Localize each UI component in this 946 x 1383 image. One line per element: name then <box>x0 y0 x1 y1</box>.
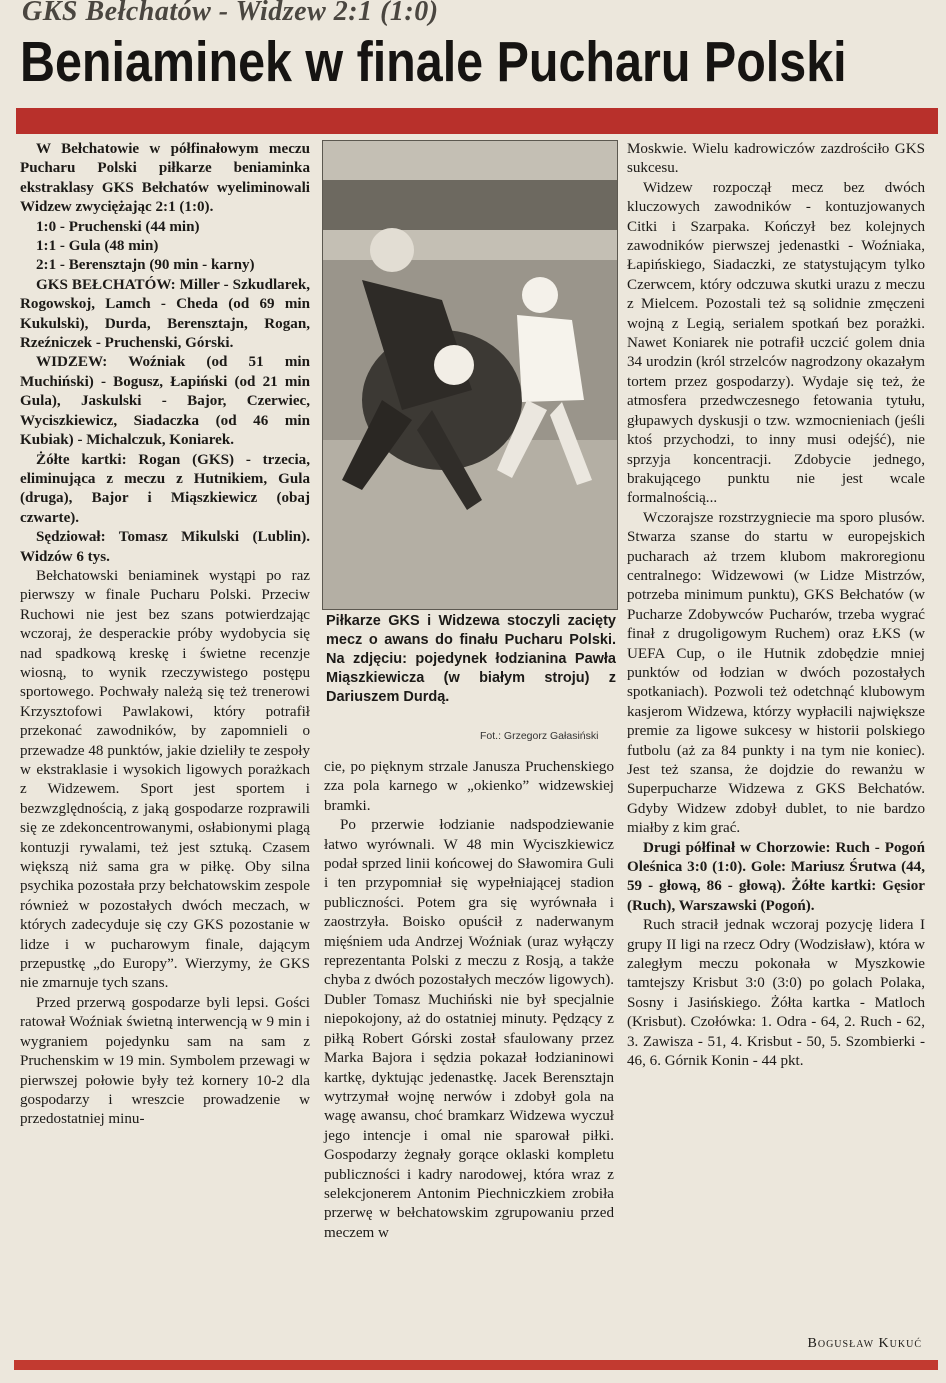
paragraph: Żółte kartki: Rogan (GKS) - trzecia, eliminująca z meczu z Hutnikiem, Gula (druga), Bajor i Miąszkiewicz (obaj czwarte). <box>20 451 310 526</box>
column-left <box>20 140 310 1130</box>
paragraph: Moskwie. Wielu kadrowiczów zazdrościło GKS sukcesu. <box>627 141 925 177</box>
paragraph: Ruch stracił jednak wczoraj pozycję lidera I grupy II ligi na rzecz Odry (Wodzisław), która w zaległym meczu pokonała w Myszkowie tamtejszy Krisbut 3:0 (3:0) po golach Polaka, Sosny i Jasińskiego. Żółta kartka - Matloch (Krisbut). Czołówka: 1. Odra - 64, 2. Ruch - 62, 3. Zawisza - 51, 4. Krisbut - 50, 5. Szombierki - 46, 6. Górnik Konin - 44 pkt. <box>627 917 925 1070</box>
photo-caption: Piłkarze GKS i Widzewa stoczyli zacięty mecz o awans do finału Pucharu Polski. Na zdjęciu: pojedynek łodzianina Pawła Miąszkiewicza (w białym stroju) z Dariuszem Durdą. <box>326 613 616 705</box>
author-byline: Bogusław Kukuć <box>807 1336 922 1351</box>
paragraph: 1:1 - Gula (48 min) <box>36 238 159 255</box>
paragraph: 2:1 - Berensztajn (90 min - karny) <box>36 257 255 274</box>
match-photo <box>322 140 618 610</box>
match-result-kicker: GKS Bełchatów - Widzew 2:1 (1:0) <box>22 0 439 27</box>
paragraph: Po przerwie łodzianie nadspodziewanie łatwo wyrównali. W 48 min Wyciszkiewicz podał sprzed linii końcowej do Sławomira Guli i ten przypomniał się wypełniającej stadion publiczności. Potem gra się wyrównała i zaostrzyła. Boisko opuścił z naderwanym mięśniem uda Andrzej Woźniak (uraz wyłączy reprezentanta Polski z meczu z Rosją, a także chyba z dwóch pozostałych meczów ligowych). Dubler Tomasz Muchiński nie był specjalnie niepokojony, aż do ostatniej minuty. Pędzący z piłką Robert Górski został sfaulowany przez Marka Bajora i sędzia pokazał łodzianinowi kartkę, dyktując jedenastkę. Jacek Berensztajn wytrzymał wojnę nerwów i zdobył gola na wagę awansu, choć bramkarz Widzewa wyczuł jego intencje i omal nie sparował piłki. Gospodarzy żegnały gorące oklaski kompletu publiczności i kadry narodowej, która wraz z selekcjonerem Antonim Piechniczkiem zrobiła przerwę w bełchatowskim zgrupowaniu przed meczem w <box>324 817 614 1241</box>
red-bottom-rule <box>14 1360 938 1370</box>
paragraph: Wczorajsze rozstrzygniecie ma sporo plusów. Stwarza szanse do startu w europejskich pucharach aż trzem klubom makroregionu centralnego: Widzewowi (w Lidze Mistrzów, potrzeba minimum punktu), GKS Bełchatów (w Pucharze Zdobywców Pucharów, trzeba wygrać finał z drugoligowym Ruchem) oraz ŁKS (w UEFA Cup, o ile Hutnik zdobędzie mniej punktów od łodzian w dwóch pozostałych spotkaniach). Pozwoli też odetchnąć klubowym kasjerom Widzewa, którzy wypłacili największe premie za ligowe sukcesy w historii polskiego futbolu (aż za 84 punkty i na tym nie koniec). Jest też szansa, że dojdzie do rewanżu w Superpucharze Widzewa z GKS Bełchatów. Gdyby Widzew zdobył dublet, to nie bardzo miałby z kim grać. <box>627 509 925 837</box>
paragraph: 1:0 - Pruchenski (44 min) <box>36 218 200 235</box>
column-middle <box>324 758 614 1243</box>
paragraph: Bełchatowski beniaminek wystąpi po raz pierwszy w finale Pucharu Polski. Przeciw Ruchowi nie jest bez szans potwierdzając wczoraj, że desperackie próby wydobycia się nad spadkową kreskę i świetne recenzje wiosną, to wynik rzeczywistego postępu sportowego. Pochwały należą się też trenerowi Krzysztofowi Pawlakowi, który potrafił przekonać zawodników, by zapomnieli o przewadze 48 punktów, jakie dzieliły te zespoły w ekstraklasie i wysokich ligowych porażkach z Widzewem. Sport jest sportem i bezwzględnością, z jaką gospodarze rozprawili się ze zdekoncentrowanymi, osłabionymi plagą kontuzji rywalami, też jest sztuką. Czasem większą niż sama gra w piłkę. Oby silna psychika pozostała przy bełchatowskim zespole również w pozostałych dwóch meczach, w których zadecyduje się czy GKS pozostanie w lidze i w pucharowym finale, dającym przepustkę „do Europy”. Wierzymy, że GKS nie zmarnuje tych szans. <box>20 567 310 992</box>
red-header-rule <box>16 108 938 134</box>
paragraph: Drugi półfinał w Chorzowie: Ruch - Pogoń Oleśnica 3:0 (1:0). Gole: Mariusz Śrutwa (44, 59 - głową, 86 - głową). Żółte kartki: Gęsior (Ruch), Warszawski (Pogoń). <box>627 839 925 914</box>
football-players-image <box>322 140 618 610</box>
paragraph: GKS BEŁCHATÓW: Miller - Szkudlarek, Rogowskoj, Lamch - Cheda (od 69 min Kukulski), Durda, Berensztajn, Rogan, Rzeźniczek - Pruchenski, Górski. <box>20 276 310 352</box>
paragraph: Widzew rozpoczął mecz bez dwóch kluczowych zawodników - kontuzjowanych Citki i Szarpaka. Kończył bez kolejnych zawodników pierwszej jedenastki - Woźniaka, Łapińskiego, Siadaczki, ze statystującym tylko Czerwcem, który odczuwa skutki urazu z meczu z Mielcem. Pozostali też są solidnie zmęczeni wojną z Legią, serialem spotkań bez porażki. Nawet Koniarek nie potrafił uczcić golem dnia 34 urodzin (król strzelców nagrodzony okazałym tortem przez gospodarzy). Wydaje się też, że atmosfera przedwczesnego fetowania tytułu, głupawych dyskusji o tzw. wzmocnieniach (jeśli ktoś przychodzi, to inny musi odejść), nie sprzyja koncentracji. Zdobycie jednego, brakującego punktu nie jest wcale formalnością... <box>627 179 925 507</box>
photo-credit: Fot.: Grzegorz Gałasiński <box>480 730 599 742</box>
paragraph: W Bełchatowie w półfinałowym meczu Pucharu Polski piłkarze beniaminka ekstraklasy GKS Bełchatów wyeliminowali Widzew zwyciężając 2:1 (1:0). <box>20 141 310 216</box>
paragraph: cie, po pięknym strzale Janusza Pruchenskiego zza pola karnego w „okienko” widzewskiej bramki. <box>324 759 614 814</box>
paragraph: WIDZEW: Woźniak (od 51 min Muchiński) - Bogusz, Łapiński (od 21 min Gula), Jaskulski - Bajor, Czerwiec, Wyciszkiewicz, Siadaczka (od 46 min Kubiak) - Michalczuk, Koniarek. <box>20 354 310 449</box>
paragraph: Sędziował: Tomasz Mikulski (Lublin). Widzów 6 tys. <box>20 529 310 565</box>
headline: Beniaminek w finale Pucharu Polski <box>20 30 847 94</box>
column-right <box>627 140 925 1072</box>
paragraph: Przed przerwą gospodarze byli lepsi. Gości ratował Woźniak świetną interwencją w 9 min i wygraniem pojedynku sam na sam z Pruchenskim w 19 min. Symbolem przewagi w pierwszej połowie były też kornery 10-2 dla gospodarzy i wreszcie prowadzenie w przedostatniej minu- <box>20 994 310 1128</box>
